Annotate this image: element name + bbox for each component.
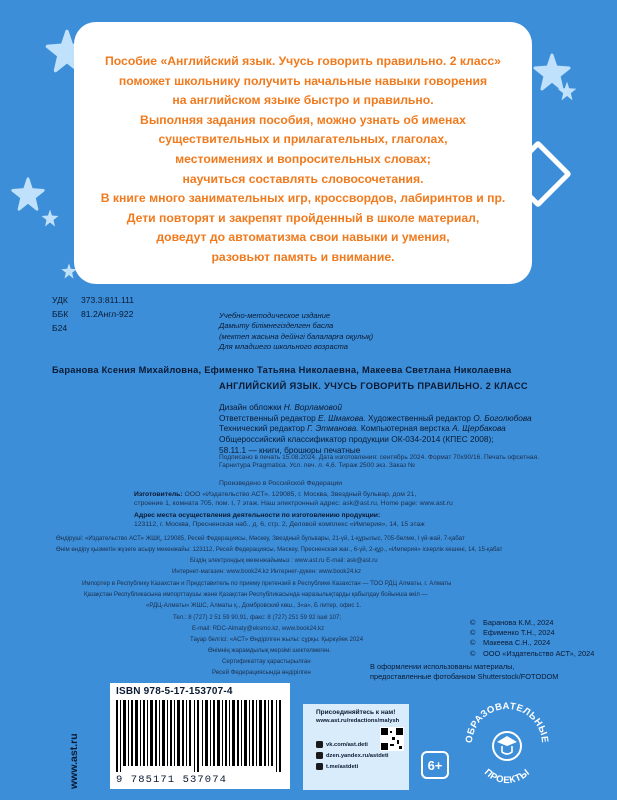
art-name: О. Боголюбова [473,412,532,423]
promo-line: на английском языке быстро и правильно. [172,93,434,108]
copyright-symbol: © [470,648,476,658]
layout-name: А. Щербакова [452,423,506,434]
edition-line: Дамыту бiлiмнегiзделген басла [219,321,334,331]
social-link-label: t.me/astdeti [326,763,359,770]
copyright-symbol: © [470,628,476,638]
svg-text:ОБРАЗОВАТЕЛЬНЫЕ: ОБРАЗОВАТЕЛЬНЫЕ [463,700,551,744]
activity-label: Адрес места осуществления деятельности по изготовлению продукции: [134,512,381,519]
kz-line: Ресей Федерациясында өндірілген [212,669,311,676]
social-link-label: dzen.yandex.ru/astdeti [326,752,389,759]
copyright-text: ООО «Издательство АСТ», 2024 [483,648,595,658]
classifier: Общероссийский классификатор продукции ОК-034-2014 (КПЕС 2008); [219,434,494,445]
copyright-text: Ефименко Т.Н., 2024 [483,628,555,638]
promo-line: поможет школьнику получить начальные навыки говорения [118,73,488,88]
maker-text: ООО «Издательство АСТ». 129085, г. Москва, Звездный бульвар, дом 21, [184,491,417,498]
kz-line: Импортер в Республику Казахстан и Представитель по приему претензий в Республике Казахстан — ТОО РДЦ Алматы, г. Алматы [82,580,452,587]
star-icon [40,208,60,228]
vk-icon [316,741,323,748]
kz-line: Өндіруші: «Издательство АСТ» ЖШҚ, 129085, Ресей Федерациясы, Мәскеу, Звездный бульвары, 21-үй, 1-құрылыс, 705-бөлме, I үй-жай, 7-қабат [56,535,465,542]
udk-value: 373.3:811.111 [81,295,135,305]
kz-line: Өнім өндiру қызметін жүзеге асыру мекенжайы: 123112, Ресей Федерациясы, Мәскеу, Пресненская жағ., 6-үй, 2-құр., «Империя» іскерлік кешені, 14, 15-қабат [56,546,503,553]
promo-line: научиться составлять словосочетания. [182,171,424,186]
edition-line: (мектеп жасына дейiнгi балаларға оқулық) [219,331,374,341]
kz-line: Тел.: 8 (727) 2 51 59 90,91, факс: 8 (727) 251 59 92 ішкі 107; [173,614,342,621]
maker-label: Изготовитель: [134,491,183,498]
kz-line: Біздің электрондық мекенжайымыз : www.ast.ru E-mail: ask@ast.ru [190,557,378,564]
promo-line: Дети повторят и закрепят пройденный в школе материал, [126,210,480,225]
author-code: Б24 [52,323,68,333]
promo-line: существительных и прилагательных, глаголах, [158,132,448,147]
social-link-label: vk.com/ast.deti [326,741,368,748]
resp-label: Ответственный редактор [219,412,316,423]
educational-projects-logo-icon [460,680,554,796]
bbk-value: 81.2Англ-922 [81,309,134,319]
promo-panel [74,22,532,284]
barcode-number: 9 785171 537074 [116,774,228,786]
kz-line: E-mail: RDC-Almaty@eksmo.kz, www.book24.kz [192,625,325,632]
kz-line: Тауар белгісі: «АСТ» Өндірілген жылы: сұрқы. Қыркүйек 2024 [190,636,364,643]
bbk-label: ББК [52,309,69,319]
tech-label: Технический редактор [219,423,305,434]
social-link-vk[interactable] [316,741,368,748]
edition-line: Для младшего школьного возраста [219,341,349,351]
kz-line: Интернет-магазин: www.book24.kz Интернет-дүкен: www.book24.kz [172,568,362,575]
kz-line: Сертификаттау қарастырылған [222,658,311,665]
copyright-text: Макеева С.Н., 2024 [483,638,551,648]
promo-line: Выполняя задания пособия, можно узнать об именах [140,112,466,127]
cover-label: Дизайн обложки [219,402,282,412]
barcode-icon [116,700,284,772]
site-url-vertical: www.ast.ru [68,733,80,789]
print-line: Гарнитура Pragmatica. Усл. печ. л. 4,6. Тираж 2500 экз. Заказ № [219,462,416,470]
classifier-2: 58.11.1 — книги, брошюры печатные [219,444,361,455]
dzen-icon [316,752,323,759]
classification-codes [52,293,134,335]
copyright-symbol: © [470,638,476,648]
authors: Баранова Ксения Михайловна, Ефименко Татьяна Николаевна, Макеева Светлана Николаевна [52,365,512,375]
social-link-dzen[interactable] [316,752,389,759]
print-info [219,454,539,471]
star-icon [556,80,578,102]
made-in: Произведено в Российской Федерации [219,480,343,487]
kz-line: Өнімнің жарамдылық мерзімі шектелмеген. [208,647,331,654]
copyright-text: Баранова К.М., 2024 [483,618,554,627]
edition-type [219,311,373,352]
promo-line: местоимениях и вопросительных словах; [175,151,431,166]
copyright-list [470,618,594,659]
art-label: Художественный редактор [368,412,471,423]
tech-name: Г. Этманова. [307,423,359,434]
edition-line: Учебно-методическое издание [219,311,331,320]
illustrations-note [370,662,558,681]
social-url: www.ast.ru/redactions/malysh [316,718,400,724]
promo-line: разовьют память и внимание. [211,249,395,264]
resp-name: Е. Шмакова. [318,412,366,423]
isbn: ISBN 978-5-17-153707-4 [116,686,233,697]
book-title: АНГЛИЙСКИЙ ЯЗЫК. УЧУСЬ ГОВОРИТЬ ПРАВИЛЬНО. 2 КЛАСС [219,381,528,391]
illustrations-line: предоставленные фотобанком Shutterstock/FOTODOM [370,671,559,681]
social-link-telegram[interactable] [316,763,358,770]
promo-line: В книге много занимательных игр, кроссвордов, лабиринтов и пр. [100,191,506,206]
promo-line: Пособие «Английский язык. Учусь говорить правильно. 2 класс» [105,54,501,68]
star-icon [10,176,46,212]
maker [134,491,416,499]
activity-address: 123112, г. Москва, Пресненская наб., д. 6, стр. 2, Деловой комплекс «Империя», 14, 15 этаж [134,521,425,528]
credits [219,402,532,456]
age-rating-badge: 6+ [421,751,449,779]
cover-name: Н. Ворламовой [283,402,342,412]
promo-line: доведут до автоматизма свои навыки и умения, [156,230,450,245]
social-title: Присоединяйтесь к нам! [316,709,396,716]
udk-label: УДК [52,295,68,305]
kz-line: «РДЦ-Алматы» ЖШС, Алматы қ., Домбровский көш., 3«а», Б литер, офис 1. [146,602,362,609]
svg-text:ПРОЕКТЫ: ПРОЕКТЫ [481,766,533,787]
maker-2: строение 1, комната 705, пом. I, 7 этаж. Наш электронный адрес: ask@ast.ru, Home page: www.ast.ru [134,500,453,507]
telegram-icon [316,763,323,770]
layout-label: Компьютерная верстка [360,423,450,434]
qr-code-icon [380,727,404,751]
print-line: Подписано в печать 15.08.2024. Дата изготовления: сентябрь 2024. Формат 70х90/16. Печать офсетная. [219,454,539,461]
kz-line: Қазақстан Республикасына импорттаушы және Қазақстан Республикасында наразылықтарды қабылдау бойынша өкіл — [84,591,428,598]
illustrations-line: В оформлении использованы материалы, [370,662,515,671]
copyright-symbol: © [470,618,476,627]
